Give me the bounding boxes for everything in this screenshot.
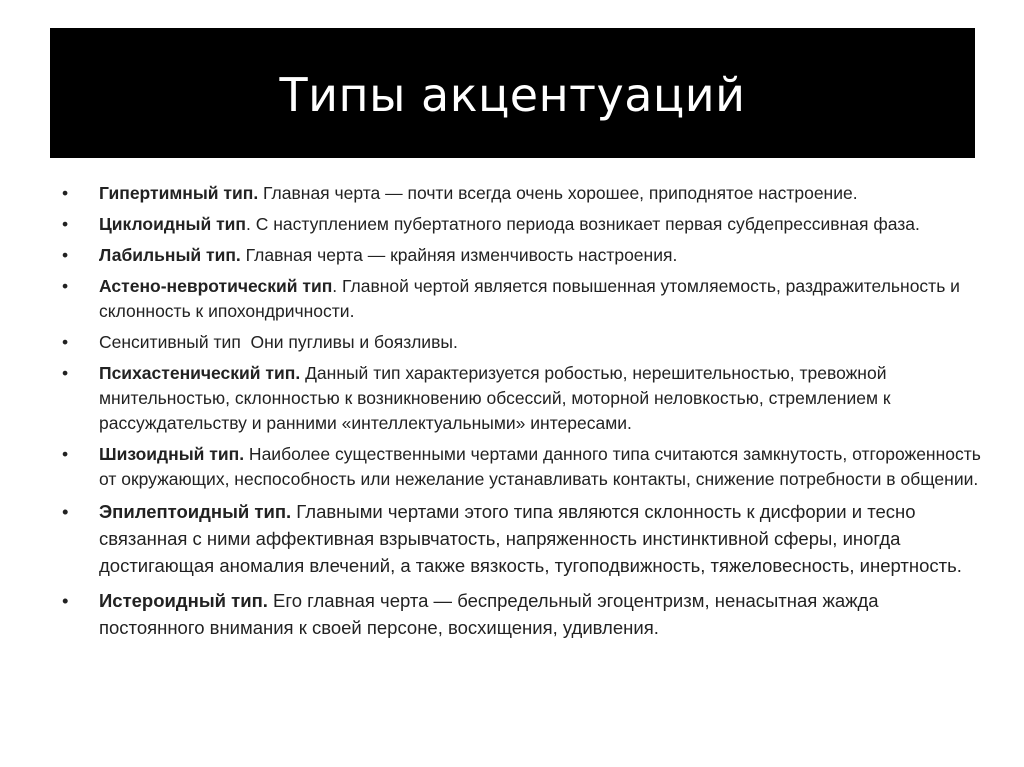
bullet-icon: • bbox=[62, 501, 69, 522]
item-term: Циклоидный тип bbox=[99, 214, 246, 234]
list-item-sensitive bbox=[62, 330, 982, 355]
item-term: Гипертимный тип. bbox=[99, 183, 259, 203]
item-text: Сенситивный тип Они пугливы и боязливы. bbox=[99, 332, 458, 352]
list-item-labile bbox=[62, 243, 982, 268]
item-text: Главными чертами этого типа являются склонность к дисфории и тесно связанная с ними аффективная взрывчатость, напряженность инстинктивной сферы, иногда достигающая аномалия влечений, а также вязкость, тугоподвижность, тяжеловесность, инертность. bbox=[99, 501, 962, 576]
item-term: Астено-невротический тип bbox=[99, 276, 333, 296]
list-item-hyperthymic bbox=[62, 181, 982, 206]
item-text: Наиболее существенными чертами данного типа считаются замкнутость, отгороженность от окружающих, неспособность или нежелание устанавливать контакты, снижение потребности в общении. bbox=[99, 444, 981, 489]
item-text: Главная черта — почти всегда очень хорошее, приподнятое настроение. bbox=[258, 183, 858, 203]
title-bar bbox=[50, 28, 975, 158]
item-term: Шизоидный тип. bbox=[99, 444, 245, 464]
list-item-astheno-neurotic bbox=[62, 274, 982, 324]
bullet-icon: • bbox=[62, 332, 69, 352]
item-text: Данный тип характеризуется робостью, нерешительностью, тревожной мнительностью, склонностью к возникновению обсессий, моторной неловкостью, стремлением к рассуждательству и ранними «интеллектуальными» интересами. bbox=[99, 363, 891, 433]
bullet-icon: • bbox=[62, 245, 69, 265]
item-text: Его главная черта — беспредельный эгоцентризм, ненасытная жажда постоянного внимания к своей персоне, восхищения, удивления. bbox=[99, 590, 879, 638]
item-term: Истероидный тип. bbox=[99, 590, 268, 611]
bullet-icon: • bbox=[62, 590, 69, 611]
bullet-icon: • bbox=[62, 363, 69, 383]
list-item-cycloid bbox=[62, 212, 982, 237]
bullet-icon: • bbox=[62, 276, 69, 296]
item-text: Главная черта — крайняя изменчивость настроения. bbox=[240, 245, 678, 265]
item-text: . Главной чертой является повышенная утомляемость, раздражительность и склонность к ипохондричности. bbox=[99, 276, 960, 321]
item-term: Эпилептоидный тип. bbox=[99, 501, 292, 522]
accentuation-list bbox=[62, 181, 982, 649]
list-item-schizoid bbox=[62, 442, 982, 492]
list-item-psychasthenic bbox=[62, 361, 982, 436]
bullet-icon: • bbox=[62, 444, 69, 464]
list-item-hysteroid bbox=[62, 587, 982, 641]
item-term: Лабильный тип. bbox=[99, 245, 241, 265]
list-item-epileptoid bbox=[62, 498, 982, 579]
item-term: Психастенический тип. bbox=[99, 363, 301, 383]
slide-title: Типы акцентуаций bbox=[279, 68, 746, 122]
item-text: . С наступлением пубертатного периода возникает первая субдепрессивная фаза. bbox=[246, 214, 920, 234]
bullet-icon: • bbox=[62, 214, 69, 234]
bullet-icon: • bbox=[62, 183, 69, 203]
